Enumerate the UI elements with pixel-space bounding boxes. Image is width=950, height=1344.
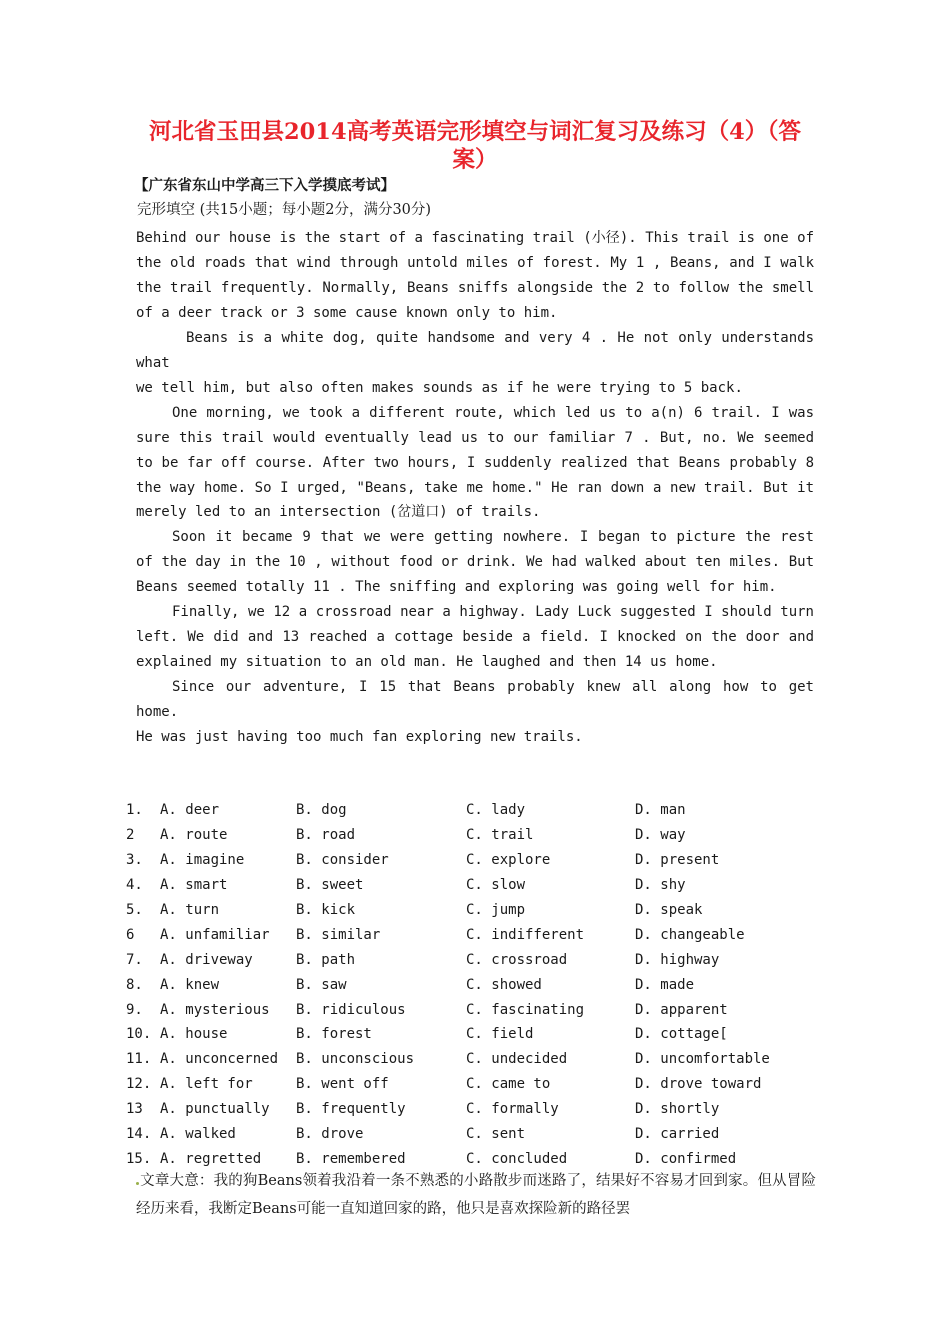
document-title: 河北省玉田县2014高考英语完形填空与词汇复习及练习（4）（答案） bbox=[148, 119, 802, 173]
option-b: B. remembered bbox=[296, 1151, 406, 1168]
question-number: 10. bbox=[126, 1026, 152, 1043]
option-c: C. indifferent bbox=[466, 926, 585, 943]
passage-paragraph: Beans is a white dog, quite handsome and very 4 . He not only understands what bbox=[136, 329, 814, 371]
option-a: A. mysterious bbox=[160, 1001, 270, 1018]
option-b: B. unconscious bbox=[296, 1051, 415, 1068]
option-d: D. way bbox=[635, 826, 686, 843]
option-row bbox=[126, 798, 826, 823]
option-a: A. left for bbox=[160, 1076, 253, 1093]
option-d: D. apparent bbox=[635, 1001, 728, 1018]
option-d: D. shortly bbox=[635, 1101, 720, 1118]
question-number: 12. bbox=[126, 1076, 152, 1093]
question-number: 9. bbox=[126, 1001, 143, 1018]
option-d: D. made bbox=[635, 976, 695, 993]
option-row bbox=[126, 1022, 826, 1047]
answer-options bbox=[126, 798, 826, 1172]
question-number: 6 bbox=[126, 926, 135, 943]
passage-paragraph: Soon it became 9 that we were getting nowhere. I began to picture the rest of the day in the 10 , without food or drink. We had walked about ten miles. But Beans seemed totally 11 . The sniffing and exploring was going well for him. bbox=[136, 529, 814, 596]
option-d: D. changeable bbox=[635, 926, 745, 943]
option-a: A. turn bbox=[160, 901, 220, 918]
option-row bbox=[126, 1072, 826, 1097]
option-d: D. confirmed bbox=[635, 1151, 737, 1168]
passage-paragraph: Behind our house is the start of a fascinating trail (小径). This trail is one of the old roads that wind through untold miles of forest. My 1 , Beans, and I walk the trail frequently. Normally, Beans sniffs alongside the 2 to follow the smell of a deer track or 3 some cause known only to him. bbox=[136, 230, 814, 321]
option-b: B. sweet bbox=[296, 876, 364, 893]
question-number: 3. bbox=[126, 851, 143, 868]
option-d: D. cottage[ bbox=[635, 1026, 728, 1043]
option-c: C. undecided bbox=[466, 1051, 568, 1068]
option-a: A. punctually bbox=[160, 1101, 270, 1118]
option-row bbox=[126, 823, 826, 848]
option-c: C. trail bbox=[466, 826, 534, 843]
article-summary bbox=[136, 1167, 816, 1223]
option-c: C. field bbox=[466, 1026, 534, 1043]
option-c: C. sent bbox=[466, 1126, 526, 1143]
option-a: A. deer bbox=[160, 802, 220, 818]
summary-text: 文章大意：我的狗Beans领着我沿着一条不熟悉的小路散步而迷路了，结果好不容易才回到家。但从冒险经历来看，我断定Beans可能一直知道回家的路，他只是喜欢探险新的路径罢 bbox=[136, 1173, 816, 1217]
option-b: B. path bbox=[296, 951, 356, 968]
passage-paragraph: Since our adventure, I 15 that Beans probably knew all along how to get home. bbox=[136, 679, 814, 721]
option-row bbox=[126, 923, 826, 948]
passage-paragraph: He was just having too much fan exploring new trails. bbox=[136, 729, 583, 746]
option-b: B. road bbox=[296, 826, 356, 843]
passage-paragraph: Finally, we 12 a crossroad near a highway. Lady Luck suggested I should turn left. We did and 13 reached a cottage beside a field. I knocked on the door and explained my situation to an old man. He laughed and then 14 us home. bbox=[136, 604, 814, 671]
option-row bbox=[126, 873, 826, 898]
question-number: 13 bbox=[126, 1101, 143, 1118]
option-a: A. house bbox=[160, 1026, 228, 1043]
question-number: 5. bbox=[126, 901, 143, 918]
question-number: 7. bbox=[126, 951, 143, 968]
option-c: C. crossroad bbox=[466, 951, 568, 968]
option-a: A. smart bbox=[160, 876, 228, 893]
option-d: D. present bbox=[635, 851, 720, 868]
option-d: D. uncomfortable bbox=[635, 1051, 770, 1068]
option-b: B. kick bbox=[296, 901, 356, 918]
option-c: C. fascinating bbox=[466, 1001, 585, 1018]
option-b: B. consider bbox=[296, 851, 389, 868]
option-a: A. regretted bbox=[160, 1151, 262, 1168]
question-number: 1. bbox=[126, 802, 143, 818]
passage-paragraph: we tell him, but also often makes sounds as if he were trying to 5 back. bbox=[136, 379, 743, 396]
option-a: A. walked bbox=[160, 1126, 236, 1143]
option-d: D. highway bbox=[635, 951, 720, 968]
option-row bbox=[126, 1122, 826, 1147]
option-b: B. forest bbox=[296, 1026, 372, 1043]
option-a: A. knew bbox=[160, 976, 220, 993]
option-a: A. unfamiliar bbox=[160, 926, 270, 943]
option-c: C. jump bbox=[466, 901, 526, 918]
option-b: B. similar bbox=[296, 926, 381, 943]
exam-source: 【广东省东山中学高三下入学摸底考试】 bbox=[134, 177, 395, 194]
option-row bbox=[126, 973, 826, 998]
question-number: 14. bbox=[126, 1126, 152, 1143]
option-b: B. ridiculous bbox=[296, 1001, 406, 1018]
option-c: C. lady bbox=[466, 802, 526, 818]
option-b: B. frequently bbox=[296, 1101, 406, 1118]
option-c: C. explore bbox=[466, 851, 551, 868]
question-number: 15. bbox=[126, 1151, 152, 1168]
option-row bbox=[126, 848, 826, 873]
question-number: 8. bbox=[126, 976, 143, 993]
option-row bbox=[126, 998, 826, 1023]
option-c: C. showed bbox=[466, 976, 542, 993]
question-number: 2 bbox=[126, 826, 135, 843]
option-row bbox=[126, 1097, 826, 1122]
question-number: 4. bbox=[126, 876, 143, 893]
option-a: A. route bbox=[160, 826, 228, 843]
question-number: 11. bbox=[126, 1051, 152, 1068]
option-a: A. unconcerned bbox=[160, 1051, 279, 1068]
option-d: D. man bbox=[635, 802, 686, 818]
option-b: B. went off bbox=[296, 1076, 389, 1093]
option-b: B. saw bbox=[296, 976, 347, 993]
option-b: B. dog bbox=[296, 802, 347, 818]
section-heading: 完形填空 (共15小题；每小题2分，满分30分) bbox=[137, 202, 432, 218]
option-c: C. slow bbox=[466, 876, 526, 893]
cloze-passage bbox=[136, 226, 814, 750]
option-d: D. shy bbox=[635, 876, 686, 893]
option-c: C. came to bbox=[466, 1076, 551, 1093]
option-d: D. drove toward bbox=[635, 1076, 762, 1093]
option-d: D. carried bbox=[635, 1126, 720, 1143]
option-b: B. drove bbox=[296, 1126, 364, 1143]
option-c: C. concluded bbox=[466, 1151, 568, 1168]
option-row bbox=[126, 1047, 826, 1072]
passage-paragraph: One morning, we took a different route, which led us to a(n) 6 trail. I was sure this trail would eventually lead us to our familiar 7 . But, no. We seemed to be far off course. After two hours, I suddenly realized that Beans probably 8 the way home. So I urged, "Beans, take me home." He ran down a new trail. But it merely led to an intersection (岔道口) of trails. bbox=[136, 404, 814, 521]
marker-dot bbox=[136, 1182, 139, 1185]
option-a: A. driveway bbox=[160, 951, 253, 968]
option-a: A. imagine bbox=[160, 851, 245, 868]
option-row bbox=[126, 948, 826, 973]
option-d: D. speak bbox=[635, 901, 703, 918]
option-row bbox=[126, 898, 826, 923]
option-c: C. formally bbox=[466, 1101, 559, 1118]
